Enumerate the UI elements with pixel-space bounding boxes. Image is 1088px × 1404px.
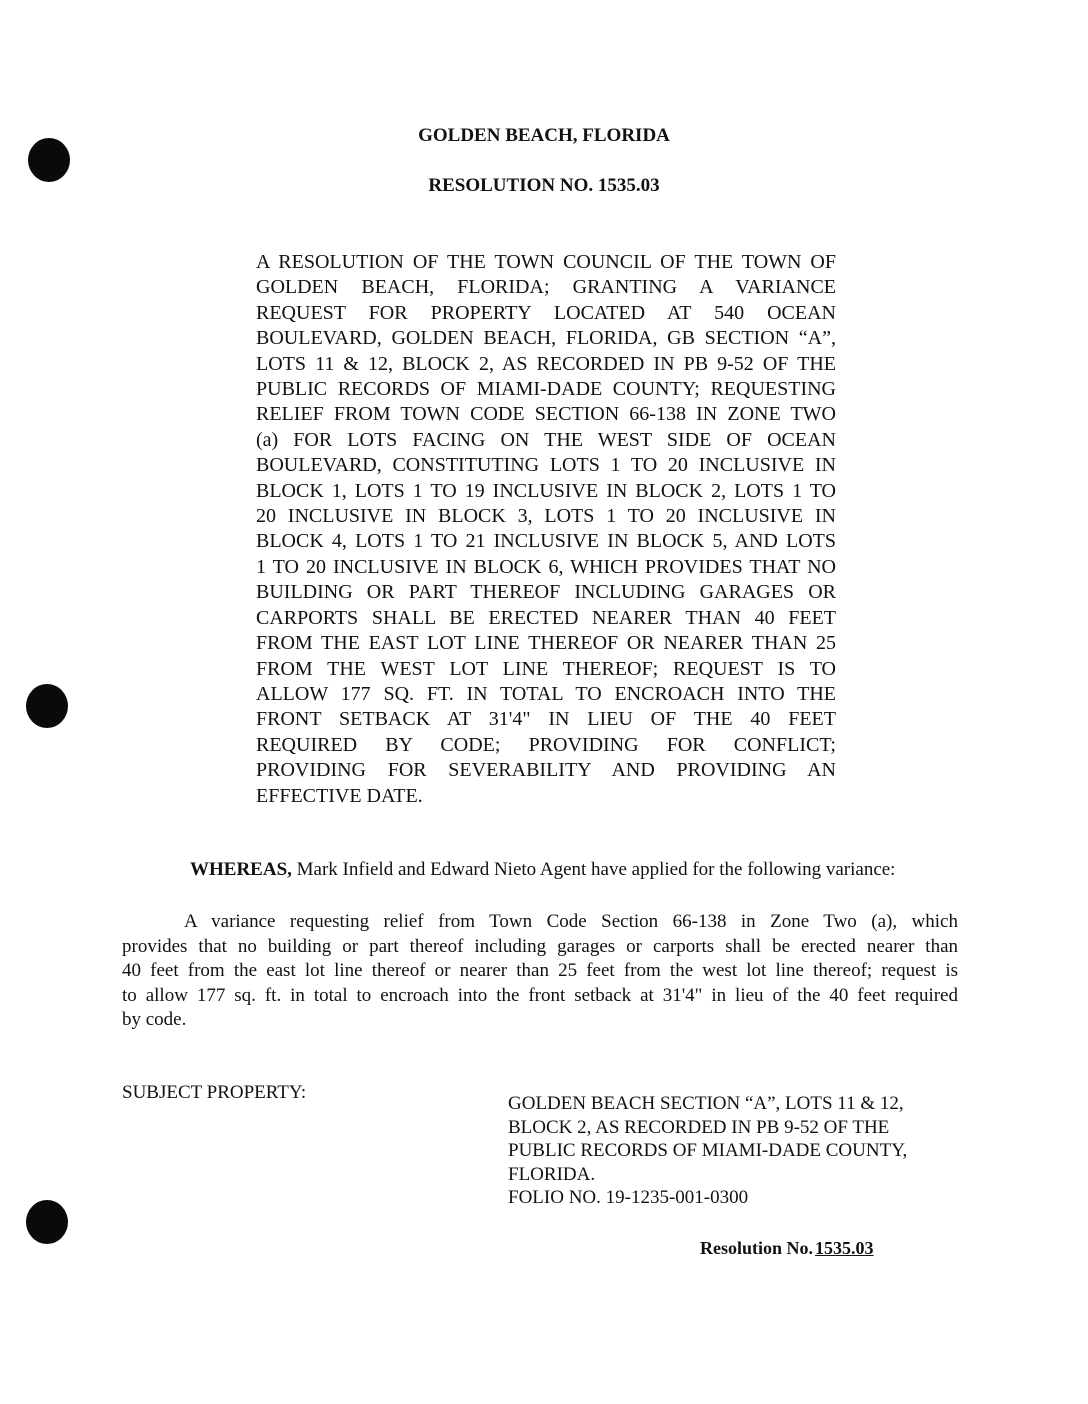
- text-line: LOTS 11 & 12, BLOCK 2, AS RECORDED IN PB 9-52 OF THE: [256, 352, 836, 375]
- text-line: 40 feet from the east lot line thereof or nearer than 25 feet from the west lot line thereof; request is: [122, 960, 958, 982]
- text-line: FRONT SETBACK AT 31'4" IN LIEU OF THE 40 FEET: [256, 708, 836, 731]
- text-line: FOLIO NO. 19-1235-001-0300: [508, 1187, 749, 1209]
- text-line: EFFECTIVE DATE.: [256, 784, 423, 807]
- text-line: FLORIDA.: [508, 1163, 596, 1185]
- text-line: PUBLIC RECORDS OF MIAMI-DADE COUNTY; REQUESTING: [256, 378, 836, 401]
- footer-number: 1535.03: [815, 1238, 874, 1258]
- text-line: BLOCK 2, AS RECORDED IN PB 9-52 OF THE: [508, 1116, 890, 1138]
- text-line: by code.: [122, 1009, 187, 1031]
- text-line: BOULEVARD, CONSTITUTING LOTS 1 TO 20 INCLUSIVE IN: [256, 454, 836, 477]
- municipality-heading: GOLDEN BEACH, FLORIDA: [418, 125, 670, 146]
- text-line: REQUEST FOR PROPERTY LOCATED AT 540 OCEAN: [256, 301, 836, 324]
- text-line: RELIEF FROM TOWN CODE SECTION 66-138 IN ZONE TWO: [256, 403, 836, 426]
- text-line: GOLDEN BEACH, FLORIDA; GRANTING A VARIANCE: [256, 276, 836, 299]
- subject-property-label: SUBJECT PROPERTY:: [122, 1082, 307, 1103]
- binder-hole-middle: [26, 684, 68, 728]
- text-line: REQUIRED BY CODE; PROVIDING FOR CONFLICT;: [256, 733, 836, 756]
- resolution-abstract: [256, 250, 836, 809]
- text-line: A variance requesting relief from Town Code Section 66-138 in Zone Two (a), which: [184, 911, 958, 932]
- text-line: 1 TO 20 INCLUSIVE IN BLOCK 6, WHICH PROVIDES THAT NO: [256, 555, 836, 578]
- text-line: FROM THE EAST LOT LINE THEREOF OR NEARER THAN 25: [256, 632, 836, 655]
- text-line: (a) FOR LOTS FACING ON THE WEST SIDE OF OCEAN: [256, 428, 836, 451]
- text-line: ALLOW 177 SQ. FT. IN TOTAL TO ENCROACH INTO THE: [256, 682, 836, 705]
- whereas-label: WHEREAS,: [190, 859, 292, 880]
- variance-paragraph: [122, 910, 958, 1033]
- text-line: PROVIDING FOR SEVERABILITY AND PROVIDING AN: [256, 759, 836, 782]
- whereas-paragraph: [190, 858, 960, 883]
- footer-resolution-number: [700, 1238, 882, 1259]
- footer-label: Resolution No.: [700, 1238, 814, 1258]
- text-line: BLOCK 4, LOTS 1 TO 21 INCLUSIVE IN BLOCK 5, AND LOTS: [256, 530, 836, 553]
- text-line: 20 INCLUSIVE IN BLOCK 3, LOTS 1 TO 20 INCLUSIVE IN: [256, 505, 836, 528]
- text-line: provides that no building or part thereof including garages or carports shall be erected nearer than: [122, 935, 958, 957]
- text-line: to allow 177 sq. ft. in total to encroach into the front setback at 31'4" in lieu of the 40 feet required: [122, 984, 958, 1006]
- text-line: A RESOLUTION OF THE TOWN COUNCIL OF THE TOWN OF: [256, 251, 836, 273]
- binder-hole-bottom: [26, 1200, 68, 1244]
- resolution-title: RESOLUTION NO. 1535.03: [428, 175, 660, 196]
- text-line: BOULEVARD, GOLDEN BEACH, FLORIDA, GB SECTION “A”,: [256, 327, 836, 350]
- subject-property-description: [508, 1092, 958, 1210]
- text-line: BLOCK 1, LOTS 1 TO 19 INCLUSIVE IN BLOCK 2, LOTS 1 TO: [256, 479, 836, 502]
- text-line: PUBLIC RECORDS OF MIAMI-DADE COUNTY,: [508, 1140, 908, 1162]
- whereas-text: Mark Infield and Edward Nieto Agent have applied for the following variance:: [291, 859, 896, 880]
- text-line: BUILDING OR PART THEREOF INCLUDING GARAGES OR: [256, 581, 836, 604]
- text-line: FROM THE WEST LOT LINE THEREOF; REQUEST IS TO: [256, 657, 836, 680]
- text-line: GOLDEN BEACH SECTION “A”, LOTS 11 & 12,: [508, 1093, 904, 1114]
- text-line: CARPORTS SHALL BE ERECTED NEARER THAN 40 FEET: [256, 606, 836, 629]
